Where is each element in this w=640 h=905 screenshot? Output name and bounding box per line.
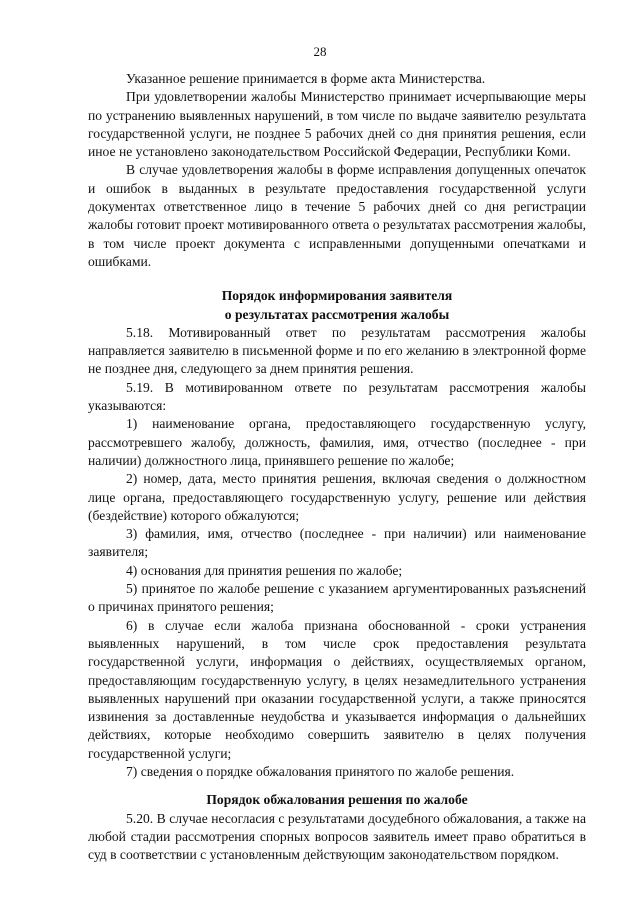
list-item: 5) принятое по жалобе решение с указанием аргументированных разъяснений о причинах принятого решения; [88,581,586,615]
list-item: 6) в случае если жалоба признана обоснованной - сроки устранения выявленных нарушений, в том числе срок предоставления результата государственной услуги, информация о действиях, осуществляемых органом, предоставляющим государственную услугу, в целях незамедлительного устранения выявленных нарушений при оказании государственной услуги, а также приносятся извинения за доставленные неудобства и указывается информация о дальнейших действиях, которые необходимо совершить заявителю в целях получения государственной услуги; [88,617,586,761]
document-body [88,70,586,864]
list-item: 1) наименование органа, предоставляющего государственную услугу, рассмотревшего жалобу, должность, фамилия, имя, отчество (последнее - при наличии) должностного лица, принявшего решение по жалобе; [88,416,586,468]
page-number: 28 [313,44,327,59]
paragraph: Указанное решение принимается в форме акта Министерства. [126,71,486,86]
section-heading-informing-line2: о результатах рассмотрения жалобы [224,306,450,322]
paragraph: 5.20. В случае несогласия с результатами досудебного обжалования, а также на любой стадии рассмотрения спорных вопросов заявитель имеет право обратиться в суд в соответствии с установленным действующим законодательством порядком. [88,810,586,863]
paragraph: 5.19. В мотивированном ответе по результатам рассмотрения жалобы указываются: [88,379,586,414]
list-item: 4) основания для принятия решения по жалобе; [126,562,403,578]
paragraph: 5.18. Мотивированный ответ по результатам рассмотрения жалобы направляется заявителю в письменной форме и по его желанию в электронной форме не позднее дня, следующего за днем принятия решения. [88,324,586,377]
paragraph: В случае удовлетворения жалобы в форме исправления допущенных опечаток и ошибок в выданных в результате предоставления государственной услуги документах ответственное лицо в течение 5 рабочих дней со дня регистрации жалобы готовит проект мотивированного ответа о результатах рассмотрения жалобы, в том числе проект документа с исправленными допущенными опечатками и ошибками. [88,162,586,269]
section-heading-appeal: Порядок обжалования решения по жалобе [206,792,468,808]
section-heading-informing-line1: Порядок информирования заявителя [221,288,453,304]
list-item: 7) сведения о порядке обжалования принятого по жалобе решения. [126,763,515,779]
list-item: 3) фамилия, имя, отчество (последнее - при наличии) или наименование заявителя; [88,526,586,560]
paragraph: При удовлетворении жалобы Министерство принимает исчерпывающие меры по устранению выявленных нарушений, в том числе по выдаче заявителю результата государственной услуги, не позднее 5 рабочих дней со дня принятия решения, если иное не установлено законодательством Российской Федерации, Республики Коми. [88,89,586,160]
list-item: 2) номер, дата, место принятия решения, включая сведения о должностном лице органа, предоставляющего государственную услугу, решение или действия (бездействие) которого обжалуются; [88,471,586,523]
